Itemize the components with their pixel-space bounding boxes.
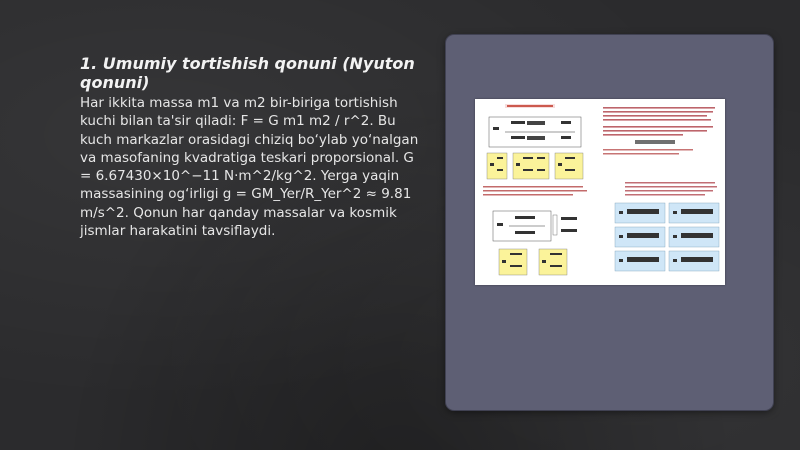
slide-title: 1. Umumiy tortishish qonuni (Nyuton qonuni) bbox=[80, 54, 415, 92]
formula-figure bbox=[475, 99, 725, 285]
formula-figure-drawing bbox=[475, 99, 725, 285]
slide-body-text: Har ikkita massa m1 va m2 bir-biriga tortishish kuchi bilan ta'sir qiladi: F = G m1 m2 / r^2. Bu kuch markazlar orasidagi chiziq bo‘ylab yo‘nalgan va masofaning kvadratiga teskari proporsional. G = 6.67430×10^−11 N·m^2/kg^2. Yerga yaqin massasining og‘irligi g = GM_Yer/R_Yer^2 ≈ 9.81 m/s^2. Qonun har qanday massalar va kosmik jismlar harakatini tavsiflaydi. bbox=[80, 95, 419, 240]
